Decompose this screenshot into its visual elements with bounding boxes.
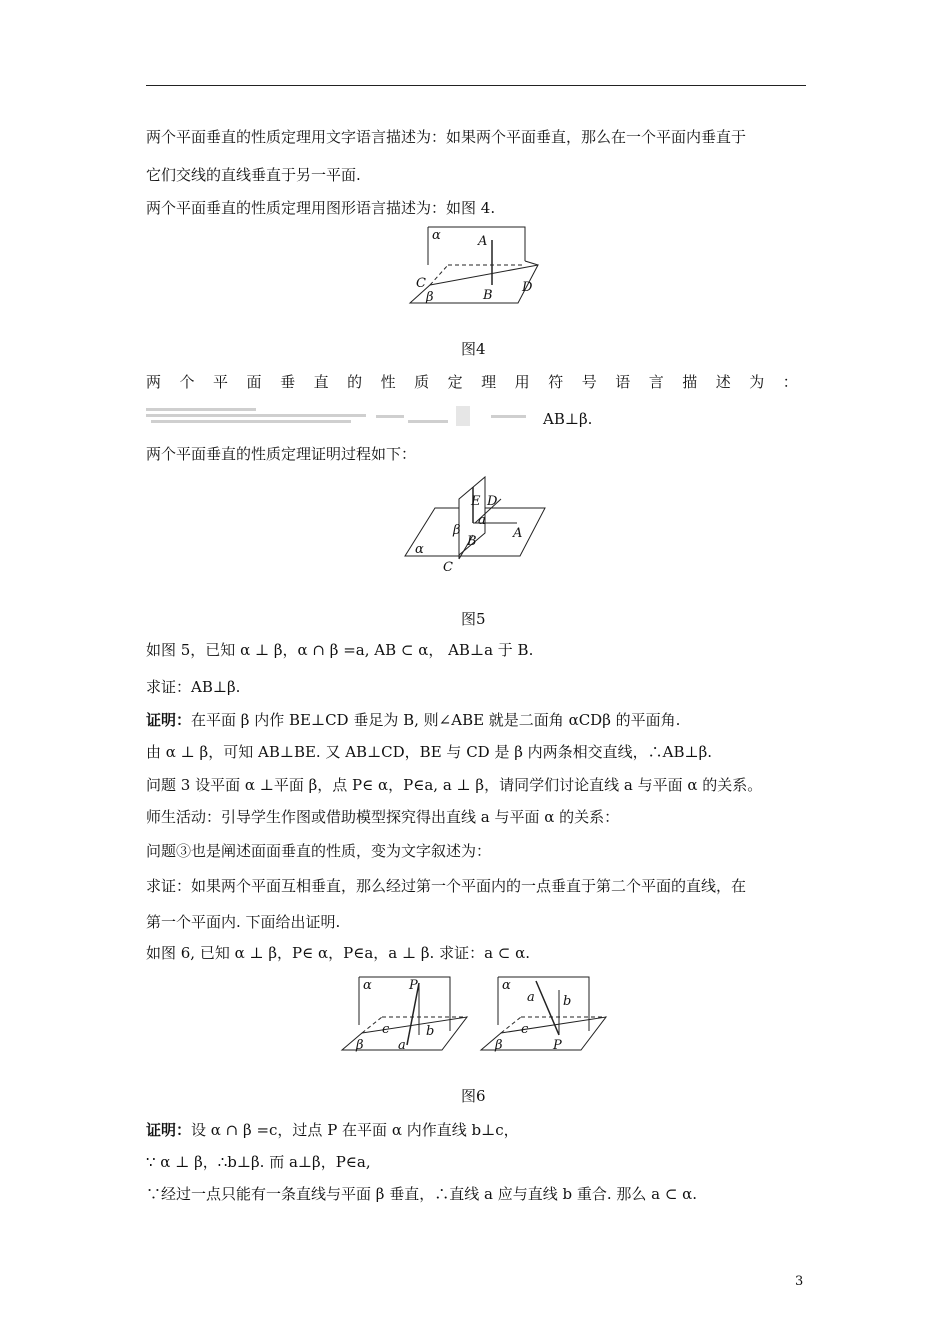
- figure-5: [405, 475, 550, 575]
- fig6l-label-a: a: [398, 1038, 406, 1053]
- spread-char: 两: [146, 373, 162, 391]
- spread-char: 语: [615, 373, 631, 391]
- text-line-13: 求证：如果两个平面互相垂直，那么经过第一个平面内的一点垂直于第二个平面的直线，在: [146, 877, 747, 895]
- fig4-label-alpha: α: [432, 228, 441, 243]
- fig4-label-B: B: [483, 288, 493, 303]
- spread-char: 垂: [280, 373, 296, 391]
- symbol-tail: AB⊥β.: [543, 410, 593, 428]
- fig4-label-D: D: [522, 280, 533, 295]
- fig6l-label-alpha: α: [363, 978, 372, 993]
- spread-char: 平: [213, 373, 229, 391]
- spread-char: ：: [782, 373, 798, 391]
- figure-6-right: [481, 975, 611, 1055]
- fig6r-label-alpha: α: [502, 978, 511, 993]
- spread-char: 号: [581, 373, 597, 391]
- fig5-label-D: D: [487, 494, 498, 509]
- fig4-label-beta: β: [426, 290, 434, 305]
- figure-4-caption: 图4: [461, 340, 486, 358]
- text-line-17: ∵ α ⊥ β，∴b⊥β. 而 a⊥β，P∈a,: [146, 1153, 371, 1171]
- figure-5-caption: 图5: [461, 610, 486, 628]
- text-line-10: 问题 3 设平面 α ⊥平面 β，点 P∈ α，P∈a, a ⊥ β，请同学们讨论直线 a 与平面 α 的关系。: [146, 776, 763, 794]
- fig5-label-C: C: [443, 560, 453, 575]
- text-line-8: [146, 710, 680, 730]
- fig6r-label-c: c: [521, 1022, 529, 1037]
- fig4-label-A: A: [478, 234, 488, 249]
- proof-text: 设 α ∩ β =c，过点 P 在平面 α 内作直线 b⊥c，: [191, 1121, 519, 1139]
- fig6r-label-a: a: [527, 990, 535, 1005]
- text-line-15: 如图 6, 已知 α ⊥ β，P∈ α，P∈a，a ⊥ β. 求证：a ⊂ α.: [146, 944, 531, 962]
- fig6l-label-c: c: [382, 1022, 390, 1037]
- text-line-5: 两个平面垂直的性质定理证明过程如下：: [146, 445, 417, 463]
- fig5-label-beta: β: [453, 523, 461, 538]
- figure-6-left: [342, 975, 472, 1055]
- figure-6-caption: 图6: [461, 1087, 486, 1105]
- fig5-label-alpha: α: [415, 542, 424, 557]
- spread-char: 符: [548, 373, 564, 391]
- text-line-18: ∵经过一点只能有一条直线与平面 β 垂直，∴直线 a 应与直线 b 重合. 那么 a ⊂ α.: [146, 1185, 698, 1203]
- fig6r-label-b: b: [563, 994, 572, 1009]
- text-line-2: 它们交线的直线垂直于另一平面.: [146, 166, 361, 184]
- text-line-1: 两个平面垂直的性质定理用文字语言描述为：如果两个平面垂直，那么在一个平面内垂直于: [146, 128, 747, 146]
- proof-label: 证明：: [146, 1121, 192, 1139]
- header-rule: [146, 85, 806, 86]
- proof-label: 证明：: [146, 711, 192, 729]
- fig5-label-a: a: [478, 513, 486, 528]
- fig5-label-B: B: [467, 534, 477, 549]
- page-number: 3: [795, 1274, 804, 1289]
- text-line-6: 如图 5，已知 α ⊥ β，α ∩ β =a, AB ⊂ α， AB⊥a 于 B.: [146, 641, 534, 659]
- text-line-11: 师生活动：引导学生作图或借助模型探究得出直线 a 与平面 α 的关系：: [146, 808, 620, 826]
- spread-char: 直: [313, 373, 329, 391]
- text-line-12: 问题③也是阐述面面垂直的性质，变为文字叙述为：: [146, 842, 492, 860]
- text-line-3: 两个平面垂直的性质定理用图形语言描述为：如图 4.: [146, 199, 496, 217]
- fig4-label-C: C: [416, 276, 426, 291]
- text-line-symbol-desc: [146, 372, 798, 392]
- text-line-7: 求证：AB⊥β.: [146, 678, 241, 696]
- spread-char: 质: [414, 373, 430, 391]
- spread-char: 为: [749, 373, 765, 391]
- spread-char: 定: [447, 373, 463, 391]
- spread-char: 的: [347, 373, 363, 391]
- spread-char: 性: [380, 373, 396, 391]
- fig5-label-A: A: [513, 526, 523, 541]
- fig6l-label-beta: β: [356, 1038, 364, 1053]
- figure-4: [410, 225, 550, 305]
- fig6l-label-b: b: [426, 1024, 435, 1039]
- spread-char: 个: [179, 373, 195, 391]
- fig6l-label-P: P: [409, 978, 418, 993]
- spread-char: 描: [682, 373, 698, 391]
- spread-char: 理: [481, 373, 497, 391]
- spread-char: 述: [715, 373, 731, 391]
- proof-text: 在平面 β 内作 BE⊥CD 垂足为 B, 则∠ABE 就是二面角 αCDβ 的平面角.: [191, 711, 681, 729]
- spread-char: 言: [648, 373, 664, 391]
- text-line-14: 第一个平面内. 下面给出证明.: [146, 913, 341, 931]
- spread-char: 用: [514, 373, 530, 391]
- fig5-label-E: E: [471, 494, 481, 509]
- fig6r-label-beta: β: [495, 1038, 503, 1053]
- text-line-9: 由 α ⊥ β，可知 AB⊥BE. 又 AB⊥CD，BE 与 CD 是 β 内两条相交直线，∴AB⊥β.: [146, 743, 713, 761]
- text-line-16: [146, 1120, 519, 1140]
- fig6r-label-P: P: [553, 1038, 562, 1053]
- spread-char: 面: [246, 373, 262, 391]
